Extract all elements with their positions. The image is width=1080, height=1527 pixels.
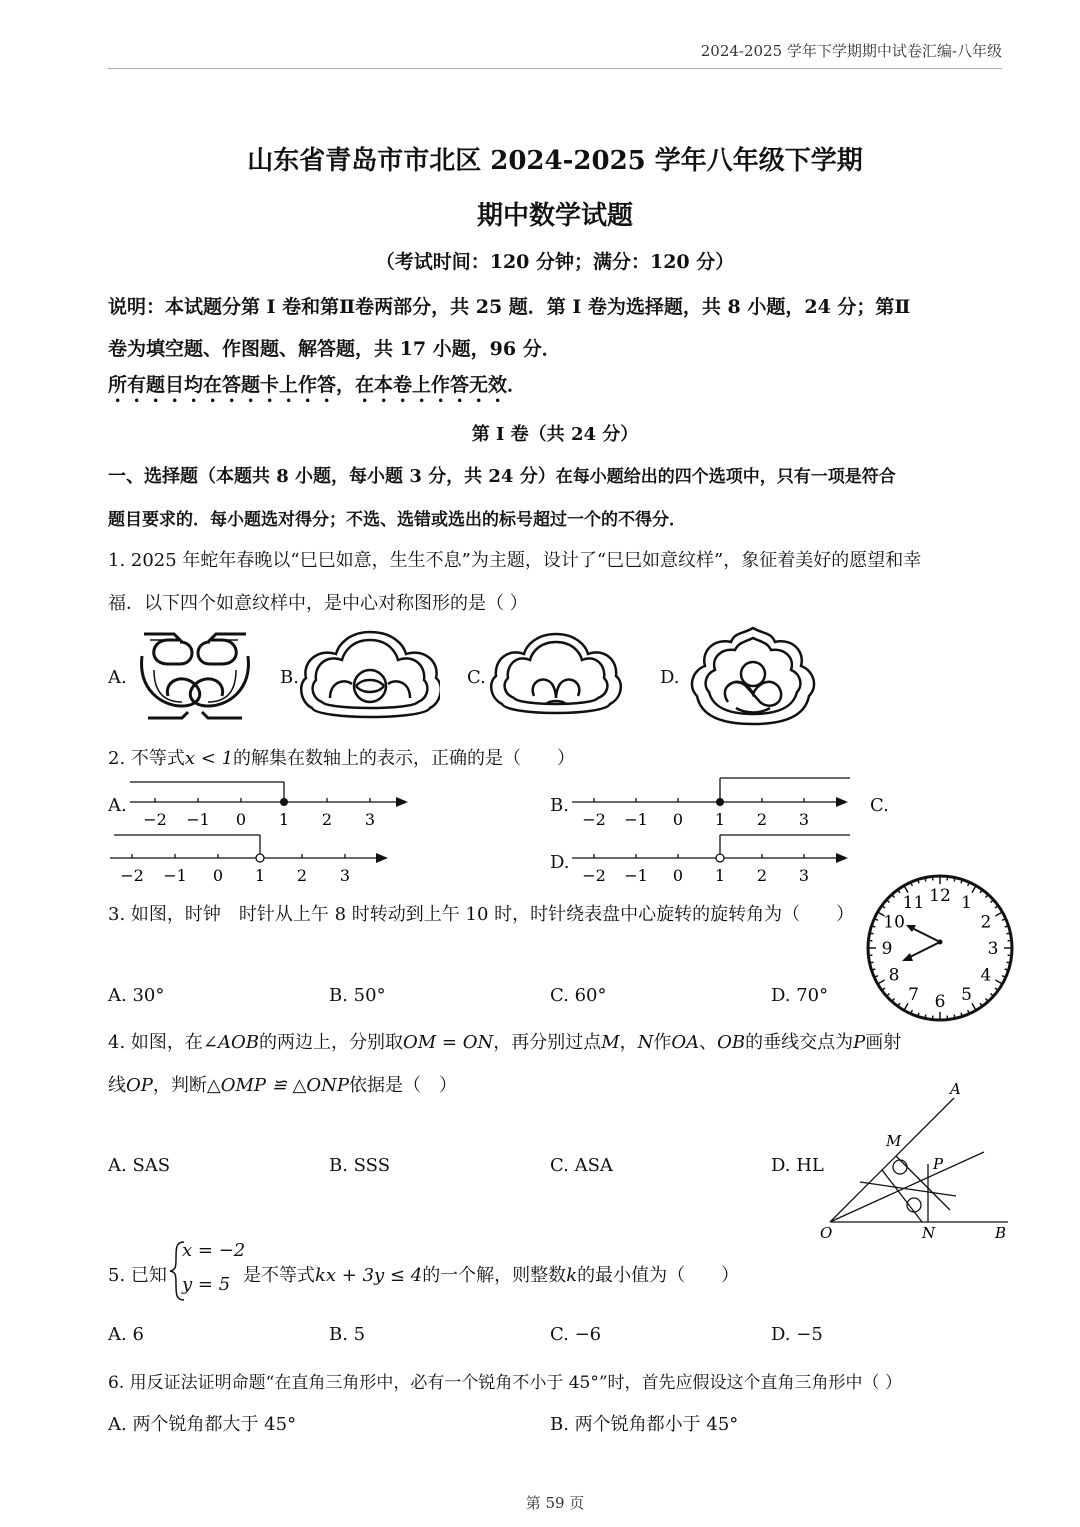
clock-tick	[925, 878, 926, 882]
ruyi-pattern-a	[134, 626, 256, 726]
q1-label-d: D.	[660, 667, 680, 688]
fig-label-n: N	[922, 1224, 936, 1242]
q2-stem-post: 的解集在数轴上的表示，正确的是（ ）	[233, 748, 576, 769]
q4-text: 线	[108, 1075, 126, 1096]
fig-label-p: P	[933, 1155, 944, 1173]
q4-point-p: P	[853, 1032, 866, 1053]
section1-instruction: 在每小题给出的四个选项中，只有一项是符合	[555, 467, 896, 487]
q1-label-c: C.	[467, 667, 486, 688]
clock-number: 12	[929, 886, 951, 906]
intro-line-1: 说明：本试题分第 I 卷和第Ⅱ卷两部分，共 25 题．第 I 卷为选择题，共 8 小题，24 分；第Ⅱ	[108, 296, 911, 318]
q4-angle: ∠AOB	[202, 1032, 259, 1053]
q5-option-a: A. 6	[108, 1324, 144, 1345]
clock-number: 7	[908, 984, 919, 1005]
tick-label: −2	[582, 810, 606, 829]
tick-label: 1	[278, 810, 290, 829]
tick-label: −1	[186, 810, 210, 829]
clock-number: 2	[980, 912, 992, 933]
clock-number: 4	[980, 965, 992, 986]
q1-line-1: 1. 2025 年蛇年春晚以“巳巳如意，生生不息”为主题，设计了“巳巳如意纹样”，象征着美好的愿望和幸	[108, 550, 922, 571]
tick-label: 0	[672, 866, 684, 885]
q5-text: 的一个解，则整数	[422, 1265, 567, 1286]
q5-option-c: C. −6	[550, 1324, 602, 1345]
q4-text: 作	[653, 1032, 672, 1053]
q2-label-d: D.	[550, 852, 570, 873]
q5-inequality: kx + 3y ≤ 4	[315, 1265, 423, 1286]
section1-heading: 一、选择题（本题共 8 小题，每小题 3 分，共 24 分）	[108, 466, 556, 487]
section1-line-1	[108, 462, 896, 488]
q4-text: ，判断	[152, 1075, 207, 1096]
tick-label: 1	[714, 810, 726, 829]
q1-label-b: B.	[280, 667, 299, 688]
clock-number: 9	[881, 939, 893, 959]
q2-inequality: x < 1	[184, 748, 234, 769]
fig-label-a: A	[950, 1080, 961, 1098]
q2-label-b: B.	[550, 795, 569, 816]
clock-tick	[1007, 933, 1011, 934]
tick-label: 3	[339, 866, 351, 885]
q4-text: ，再分别过点	[493, 1032, 602, 1053]
q6-stem: 6. 用反证法证明命题“在直角三角形中，必有一个锐角不小于 45°”时，首先应假设这个直角三角形中（ ）	[108, 1373, 902, 1393]
tick-label: −1	[163, 866, 187, 885]
clock-number: 3	[987, 939, 999, 959]
clock-number: 8	[888, 965, 900, 986]
tick-label: 1	[714, 866, 726, 885]
tick-label: −1	[624, 810, 648, 829]
tick-label: 2	[756, 866, 768, 885]
tick-label: −2	[120, 866, 144, 885]
q5-text: 是不等式	[243, 1265, 315, 1286]
q1-line-2: 福．以下四个如意纹样中，是中心对称图形的是（ ）	[108, 593, 528, 614]
q5-text: 的最小值为（ ）	[577, 1265, 740, 1286]
q2-label-a: A.	[108, 795, 127, 816]
q3-stem: 3. 如图，时钟 时针从上午 8 时转动到上午 10 时，时针绕表盘中心旋转的旋转角为（ ）	[108, 904, 855, 925]
q5-system-line-1: x = −2	[182, 1240, 246, 1261]
tick-label: −2	[582, 866, 606, 885]
tick-label: 0	[212, 866, 224, 885]
number-line-d	[568, 832, 853, 890]
fig-label-m: M	[886, 1132, 902, 1150]
clock-tick	[954, 878, 955, 882]
fig-label-b: B	[995, 1224, 1007, 1242]
clock-tick	[954, 1015, 955, 1019]
number-line-a	[126, 776, 416, 834]
q6-option-a: A. 两个锐角都大于 45°	[108, 1414, 297, 1435]
header-divider	[108, 68, 1002, 69]
q4-option-d: D. HL	[771, 1155, 824, 1176]
clock-number: 10	[883, 912, 905, 933]
clock-number: 11	[902, 893, 925, 914]
tick-label: −1	[624, 866, 648, 885]
exam-title: 山东省青岛市市北区 2024-2025 学年八年级下学期	[247, 146, 863, 176]
q4-text: 依据是（ ）	[349, 1075, 458, 1096]
exam-time-info: （考试时间：120 分钟；满分：120 分）	[375, 251, 735, 273]
tick-label: 2	[321, 810, 333, 829]
q4-text: 4. 如图，在	[108, 1032, 203, 1053]
q4-option-c: C. ASA	[550, 1155, 613, 1176]
q4-ray-op: OP	[126, 1075, 153, 1096]
q5-option-b: B. 5	[329, 1324, 366, 1345]
q5-option-d: D. −5	[771, 1324, 823, 1345]
tick-label: 0	[235, 810, 247, 829]
ruyi-pattern-c	[490, 630, 622, 722]
q5-system-line-2: y = 5	[182, 1274, 231, 1295]
ruyi-pattern-d	[684, 624, 822, 728]
q4-text: 画射	[865, 1032, 902, 1053]
q4-text: 的两边上，分别取	[258, 1032, 403, 1053]
q4-line-1: 4. 如图，在∠AOB的两边上，分别取OM = ON，再分别过点M，N作OA、OB的垂线交点为P画射	[108, 1032, 902, 1053]
q4-text: 的垂线交点为	[745, 1032, 854, 1053]
tick-label: 1	[254, 866, 266, 885]
page-number: 第 59 页	[525, 1494, 585, 1512]
ruyi-pattern-b	[300, 628, 440, 724]
page-header: 2024-2025 学年下学期期中试卷汇编-八年级	[700, 42, 1002, 60]
q6-option-b: B. 两个锐角都小于 45°	[550, 1414, 739, 1435]
q3-option-c: C. 60°	[550, 985, 607, 1006]
tick-label: 2	[756, 810, 768, 829]
q4-line-2	[108, 1071, 457, 1097]
q4-option-a: A. SAS	[108, 1155, 171, 1176]
clock-tick	[870, 962, 874, 963]
q3-option-a: A. 30°	[108, 985, 165, 1006]
angle-figure	[812, 1078, 1017, 1246]
q4-ray-ob: OB	[717, 1032, 746, 1053]
q4-equality: OM = ON	[402, 1032, 494, 1053]
tick-label: −2	[143, 810, 167, 829]
clock-tick	[925, 1015, 926, 1019]
q1-label-a: A.	[108, 667, 127, 688]
q3-option-b: B. 50°	[329, 985, 386, 1006]
number-line-b	[568, 776, 853, 834]
q4-congruence: △OMP ≌ △ONP	[206, 1075, 350, 1096]
q5-stem	[243, 1261, 739, 1287]
q4-point-m: M	[601, 1032, 620, 1053]
tick-label: 2	[296, 866, 308, 885]
tick-label: 3	[798, 866, 810, 885]
clock-figure	[862, 870, 1018, 1026]
q2-label-c: C.	[870, 795, 889, 816]
q5-k: k	[566, 1265, 578, 1286]
fig-label-o: O	[820, 1224, 833, 1242]
intro-line-3: 所有题目均在答题卡上作答，在本卷上作答无效．	[108, 374, 527, 396]
clock-number: 6	[934, 992, 946, 1012]
part1-title: 第 I 卷（共 24 分）	[471, 424, 639, 445]
clock-number: 1	[961, 893, 972, 914]
tick-label: 0	[672, 810, 684, 829]
q3-option-d: D. 70°	[771, 985, 829, 1006]
exam-subtitle: 期中数学试题	[476, 201, 633, 231]
section1-line-2: 题目要求的．每小题选对得分；不选、选错或选出的标号超过一个的不得分．	[108, 510, 686, 530]
q4-point-n: N	[637, 1032, 654, 1053]
q2-stem	[108, 744, 575, 770]
clock-tick	[1007, 962, 1011, 963]
q2-stem-pre: 2. 不等式	[108, 748, 185, 769]
tick-label: 3	[364, 810, 376, 829]
q4-ray-oa: OA	[671, 1032, 700, 1053]
tick-label: 3	[798, 810, 810, 829]
intro-line-2: 卷为填空题、作图题、解答题，共 17 小题，96 分．	[108, 338, 561, 360]
number-line-c	[108, 832, 398, 890]
clock-tick	[870, 933, 874, 934]
clock-number: 5	[961, 984, 972, 1005]
q5-pre: 5. 已知	[108, 1265, 167, 1286]
q4-option-b: B. SSS	[329, 1155, 391, 1176]
